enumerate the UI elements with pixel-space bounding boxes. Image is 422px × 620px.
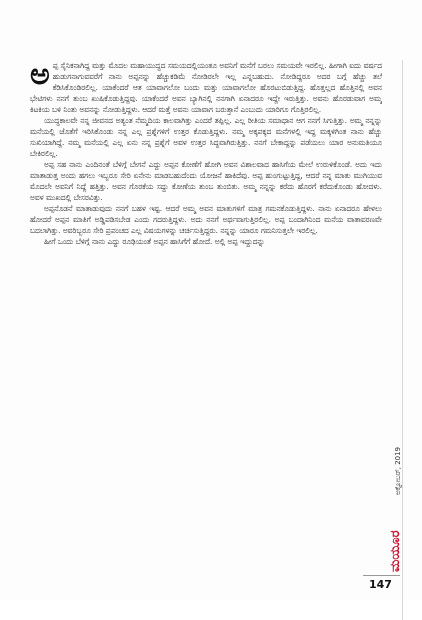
article-paragraph-5: ಹೀಗೆ ಒಂದು ಬೆಳಿಗ್ಗೆ ನಾನು ಎದ್ದು ರೂಢಿಯಂತೆ ಅಪ್ಪನ ಹಾಸಿಗೆಗೆ ಹೋದೆ. ಅಲ್ಲಿ ಅಪ್ಪ ಇದ್ದುದನ್ನು <box>44 237 265 246</box>
article-paragraph-1 <box>30 60 382 115</box>
drop-cap: ಅ <box>30 60 50 92</box>
article-paragraph-3: ಅಪ್ಪ ಸಹ ನಾನು ಎಂದಿನಂತೆ ಬೆಳಿಗ್ಗೆ ಬೇಗನೆ ಎದ್ದು ಅಪ್ಪನ ಕೋಣೆಗೆ ಹೋಗಿ ಅವನ ವಿಶಾಲವಾದ ಹಾಸಿಗೆಯ ಮೇಲೆ ಉರುಳಿಕೊಂಡೆ. ಅದು ಇದು ಮಾತಾಡುತ್ತ ಅಂದು ಹಗಲು ಇಬ್ಬರೂ ಸೇರಿ ಏನೇನು ಮಾಡಬಹುದೆಂದು ಯೋಜನೆ ಹಾಕಿದೆವು. ಅಪ್ಪ ಹುಂಗುಟ್ಟುತ್ತಿದ್ದ, ಆದರೆ ನನ್ನ ಮಾತು ಮುಗಿಯುವ ಮೊದಲೇ ಅವನಿಗೆ ನಿದ್ದೆ ಹತ್ತಿತ್ತು. ಅವನ ಗೊರಕೆಯ ಸದ್ದು ಕೋಣೆಯ ತುಂಬ ತುಂಬಿತು. ಅಮ್ಮ ನನ್ನನ್ನು ಕರೆದು ಹೊರಗೆ ಕರೆದುಕೊಂಡು ಹೋದಳು. ಅವಳ ಮುಖದಲ್ಲಿ ಬೇಸರವಿತ್ತು. <box>30 160 382 202</box>
page-number: 147 <box>369 578 392 591</box>
magazine-brand: ಮಯೂರ <box>388 530 403 572</box>
article-paragraph-4: ಅಪ್ಪನೊಡನೆ ಮಾತಾಡುವುದು ನನಗೆ ಬಹಳ ಇಷ್ಟ. ಆದರೆ ಅಮ್ಮ ಅವನ ಮಾತುಗಳಿಗೆ ಮಾತ್ರ ಗಮನಕೊಡುತ್ತಿದ್ದಳು. ನಾನು ಏನಾದರೂ ಹೇಳಲು ಹೋದರೆ ಅಪ್ಪನ ಮಾತಿಗೆ ಅಡ್ಡಿಪಡಿಸಬೇಡ ಎಂದು ಗದರುತ್ತಿದ್ದಳು. ಅದು ನನಗೆ ಅರ್ಥವಾಗುತ್ತಿರಲಿಲ್ಲ. ಅಪ್ಪ ಬಂದಾಗಿನಿಂದ ಮನೆಯ ವಾತಾವರಣವೇ ಬದಲಾಗಿತ್ತು. ಅವರಿಬ್ಬರೂ ಸೇರಿ ಪ್ರಪಂಚದ ಎಲ್ಲ ವಿಷಯಗಳನ್ನು ಚರ್ಚಿಸುತ್ತಿದ್ದರು. ನನ್ನನ್ನು ಯಾರೂ ಗಮನಿಸುತ್ತಲೇ ಇರಲಿಲ್ಲ. <box>30 204 382 235</box>
article-body <box>30 60 382 546</box>
page-number-divider <box>363 575 400 576</box>
article-paragraph-2: ಯುದ್ಧಕಾಲವೇ ನನ್ನ ಜೀವನದ ಅತ್ಯಂತ ನೆಮ್ಮದಿಯ ಕಾಲವಾಗಿತ್ತು ಎಂದರೆ ತಪ್ಪಿಲ್ಲ. ಎಲ್ಲ ರೀತಿಯ ಸಮಾಧಾನ ಆಗ ನನಗೆ ಸಿಗುತ್ತಿತ್ತು. ಅಮ್ಮ ನನ್ನನ್ನು ಮನೆಯಲ್ಲಿ ಜೊತೆಗೆ ಇರಿಸಿಕೊಂಡು ನನ್ನ ಎಲ್ಲ ಪ್ರಶ್ನೆಗಳಿಗೆ ಉತ್ತರ ಕೊಡುತ್ತಿದ್ದಳು. ನಮ್ಮ ಅಕ್ಕಪಕ್ಕದ ಮನೆಗಳಲ್ಲಿ ಇದ್ದ ಮಕ್ಕಳಿಗಿಂತ ನಾನು ಹೆಚ್ಚು ಸುಖಿಯಾಗಿದ್ದೆ. ನಮ್ಮ ಮನೆಯಲ್ಲಿ ಎಲ್ಲ ಏನು ನನ್ನ ಪ್ರಶ್ನೆಗೆ ಅವಳ ಉತ್ತರ ಸಿದ್ಧವಾಗಿರುತ್ತಿತ್ತು. ನನಗೆ ಬೇಕಾದ್ದನ್ನು ಪಡೆಯಲು ಯಾರ ಅನುಮತಿಯೂ ಬೇಕಿರಲಿಲ್ಲ. <box>30 116 382 158</box>
issue-date: ಅಕ್ಟೋಬರ್, 2019 <box>394 446 402 495</box>
paragraph-text: ಪ್ಪ ಸೈನಿಕನಾಗಿದ್ದ ಮತ್ತು ಮೊದಲ ಮಹಾಯುದ್ಧದ ಸಮಯದಲ್ಲಿಯಂತೂ ಅವನಿಗೆ ಮನೆಗೆ ಬರಲು ಸಮಯವೇ ಇರಲಿಲ್ಲ. ಹೀಗಾಗಿ ಐದು ವರ್ಷದ ಹುಡುಗನಾಗುವವರೆಗೆ ನಾನು ಅಪ್ಪನನ್ನು ಹೆಚ್ಚುಕಡಿಮೆ ನೋಡಿರಲೇ ಇಲ್ಲ ಎನ್ನಬಹುದು. ನೋಡಿದ್ದರೂ ಅದರ ಬಗ್ಗೆ ಹೆಚ್ಚು ತಲೆ ಕೆಡಿಸಿಕೊಂಡಿರಲಿಲ್ಲ. ಯಾಕೆಂದರೆ ಆತ ಯಾವಾಗಲೋ ಬಂದು ಮತ್ತು ಯಾವಾಗಲೋ ಹೊರಟುಬಿಡುತ್ತಿದ್ದ. ಹೊತ್ತಲ್ಲದ ಹೊತ್ತಿನಲ್ಲಿ ಅವನ ಭೇಟಿಗಳು ನನಗೆ ತುಂಬ ಖುಷಿಕೊಡುತ್ತಿದ್ದವು. ಯಾಕೆಂದರೆ ಅವನ ಬ್ಯಾಗಿನಲ್ಲಿ ನನಗಾಗಿ ಏನಾದರೂ ಇದ್ದೇ ಇರುತ್ತಿತ್ತು. ಅವನು ಹೊರಡುವಾಗ ಅಮ್ಮ ಕಿಟಕಿಯ ಬಳಿ ನಿಂತು ಅವನನ್ನು ನೋಡುತ್ತಿದ್ದಳು. ಆದರೆ ಮತ್ತೆ ಅವನು ಯಾವಾಗ ಬರುತ್ತಾನೆ ಎಂಬುದು ಯಾರಿಗೂ ಗೊತ್ತಿರಲಿಲ್ಲ. <box>30 61 382 114</box>
